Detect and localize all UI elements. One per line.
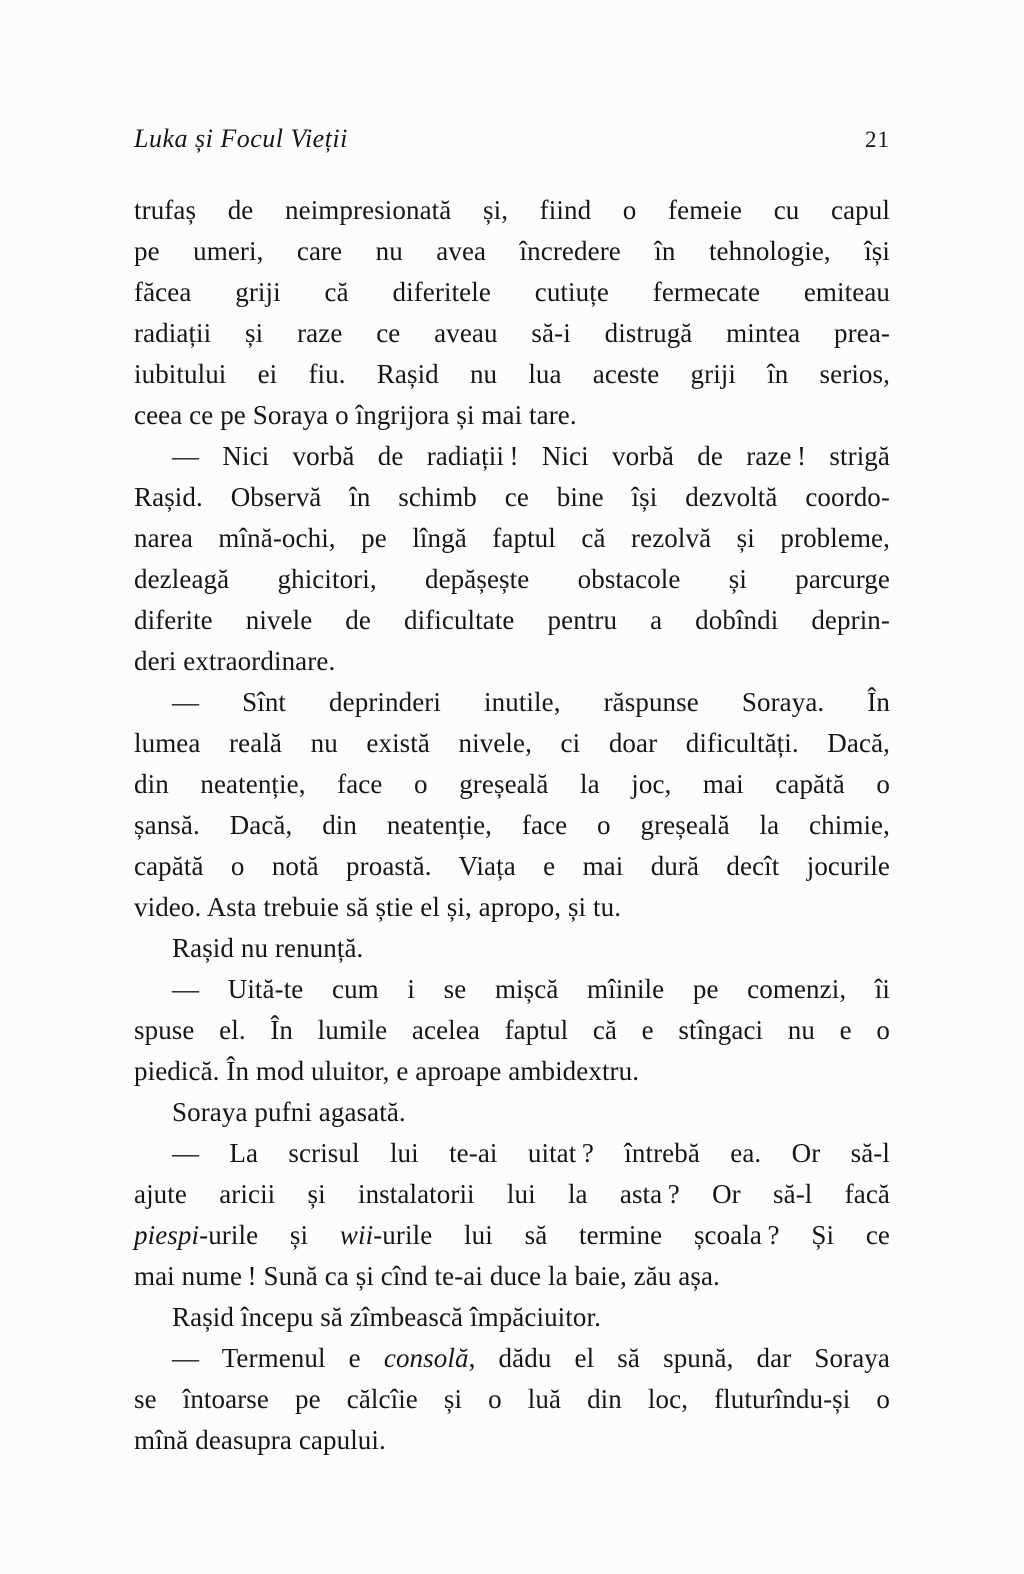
text-line: se întoarse pe călcîie și o luă din loc, fluturîndu-și o (134, 1384, 890, 1414)
text-line: video. Asta trebuie să știe el și, apropo, și tu. (134, 892, 622, 922)
text-line: — Sînt deprinderi inutile, răspunse Soraya. În (172, 687, 890, 717)
text-line: narea mînă-ochi, pe lîngă faptul că rezolvă și probleme, (134, 523, 890, 553)
text-line: piespi-urile și wii-urile lui să termine școala ? Și ce (134, 1220, 890, 1250)
page-number: 21 (865, 127, 890, 152)
running-header (134, 122, 890, 157)
page-body (134, 190, 890, 1461)
text-line: ceea ce pe Soraya o îngrijora și mai tare. (134, 400, 577, 430)
text-line: iubitului ei fiu. Rașid nu lua aceste griji în serios, (134, 359, 890, 389)
text-line: capătă o notă proastă. Viața e mai dură decît jocurile (134, 851, 890, 881)
text-line: trufaș de neimpresionată și, fiind o femeie cu capul (134, 195, 890, 225)
text-line: din neatenție, face o greșeală la joc, mai capătă o (134, 769, 890, 799)
text-line: — La scrisul lui te-ai uitat ? întrebă ea. Or să-l (172, 1138, 890, 1168)
text-line: — Uită-te cum i se mișcă mîinile pe comenzi, îi (172, 974, 890, 1004)
text-line: piedică. În mod uluitor, e aproape ambidextru. (134, 1056, 640, 1086)
text-line: — Nici vorbă de radiații ! Nici vorbă de raze ! strigă (172, 441, 890, 471)
text-line: făcea griji că diferitele cutiuțe fermecate emiteau (134, 277, 890, 307)
text-line: Rașid. Observă în schimb ce bine își dezvoltă coordo- (134, 482, 890, 512)
text-line: șansă. Dacă, din neatenție, face o greșeală la chimie, (134, 810, 890, 840)
text-line: mînă deasupra capului. (134, 1425, 386, 1455)
text-line: ajute aricii și instalatorii lui la asta ? Or să-l facă (134, 1179, 890, 1209)
running-head-title: Luka și Focul Vieții (134, 124, 348, 153)
text-line: dezleagă ghicitori, depășește obstacole și parcurge (134, 564, 890, 594)
text-line: lumea reală nu există nivele, ci doar dificultăți. Dacă, (134, 728, 890, 758)
text-line: deri extraordinare. (134, 646, 336, 676)
text-line: — Termenul e consolă, dădu el să spună, dar Soraya (172, 1343, 890, 1373)
text-line: diferite nivele de dificultate pentru a dobîndi deprin- (134, 605, 890, 635)
text-line: Rașid nu renunță. (172, 933, 364, 963)
text-line: radiații și raze ce aveau să-i distrugă mintea prea- (134, 318, 890, 348)
text-line: mai nume ! Sună ca și cînd te-ai duce la baie, zău așa. (134, 1261, 720, 1291)
text-line: pe umeri, care nu avea încredere în tehnologie, își (134, 236, 890, 266)
text-line: spuse el. În lumile acelea faptul că e stîngaci nu e o (134, 1015, 890, 1045)
text-line: Rașid începu să zîmbească împăciuitor. (172, 1302, 601, 1332)
text-line: Soraya pufni agasată. (172, 1097, 406, 1127)
